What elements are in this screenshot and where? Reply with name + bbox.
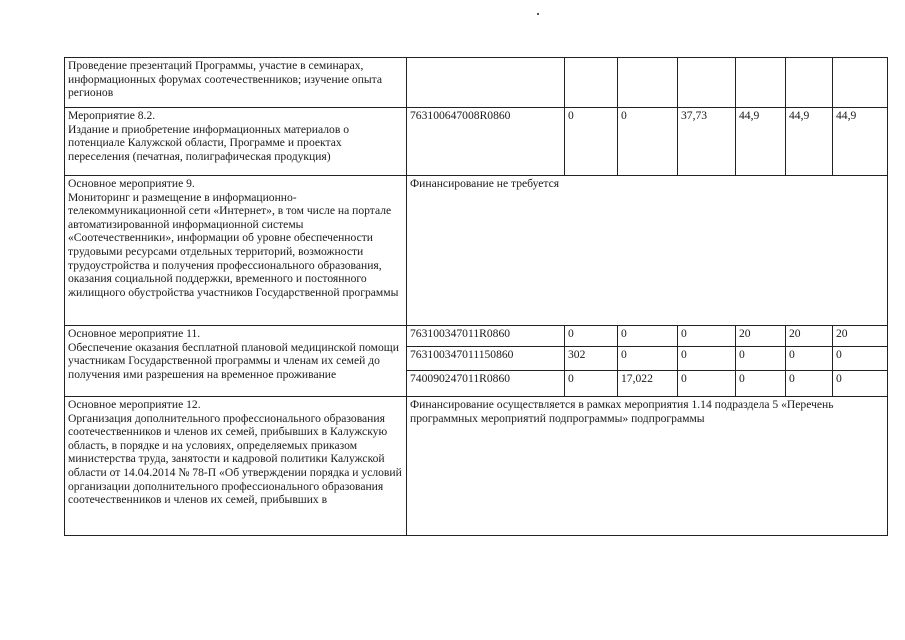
table-row [65, 176, 888, 326]
value-cell: 0 [618, 326, 678, 347]
value-cell [833, 58, 888, 108]
activity-description-cell [65, 58, 407, 108]
value-cell: 0 [786, 371, 833, 397]
value-cell: 37,73 [678, 108, 736, 176]
budget-code: 763100647008R0860 [407, 108, 565, 176]
table-row [65, 326, 888, 347]
activity-description-cell [65, 326, 407, 397]
value-cell: 0 [565, 108, 618, 176]
activity-description: Издание и приобретение информационных материалов о потенциале Калужской области, Программе и проектах переселения (печатная, полиграфическая продукция) [68, 122, 350, 163]
value-cell: 0 [678, 347, 736, 371]
budget-code: 763100347011R0860 [407, 326, 565, 347]
value-cell: 44,9 [833, 108, 888, 176]
activity-title: Основное мероприятие 12. [68, 398, 201, 411]
value-cell: 0 [833, 347, 888, 371]
value-cell: 0 [678, 326, 736, 347]
value-cell [565, 58, 618, 108]
activity-description-cell [65, 397, 407, 536]
value-cell: 0 [565, 371, 618, 397]
scan-speck [537, 13, 539, 15]
activity-description: Обеспечение оказания бесплатной плановой медицинской помощи участникам Государственной программы и членам их семей до получения ими разрешения на временное проживание [68, 340, 399, 381]
financing-note: Финансирование осуществляется в рамках мероприятия 1.14 подраздела 5 «Перечень программных мероприятий подпрограммы» подпрограммы [407, 397, 888, 536]
activity-title: Основное мероприятие 9. [68, 177, 195, 190]
activity-title: Мероприятие 8.2. [68, 109, 156, 122]
value-cell: 0 [786, 347, 833, 371]
budget-code: 740090247011R0860 [407, 371, 565, 397]
value-cell: 0 [833, 371, 888, 397]
activity-description: Мониторинг и размещение в информационно-телекоммуникационной сети «Интернет», в том числе на портале автоматизированной информационной системы «Соотечественники», информации об уровне обеспеченности трудовыми ресурсами отдельных территорий, возможности трудоустройства и получения профессионального образования, оказания социальной поддержки, временного и постоянного жилищного обустройства участников Государственной программы [68, 190, 399, 299]
value-cell: 0 [736, 371, 786, 397]
table-row [65, 108, 888, 176]
value-cell [736, 58, 786, 108]
value-cell: 0 [618, 347, 678, 371]
financing-note: Финансирование не требуется [407, 176, 888, 326]
value-cell: 20 [786, 326, 833, 347]
activity-title: Основное мероприятие 11. [68, 327, 201, 340]
value-cell [678, 58, 736, 108]
value-cell: 0 [565, 326, 618, 347]
activity-description: Организация дополнительного профессионального образования соотечественников и членов их семей, прибывших в Калужскую область, в порядке и на условиях, определяемых приказом министерства труда, занятости и кадровой политики Калужской области от 14.04.2014 № 78-П «Об утверждении порядка и условий организации дополнительного профессионального образования соотечественников и членов их семей, прибывших в [68, 411, 402, 507]
budget-code-cell [407, 58, 565, 108]
value-cell: 0 [618, 108, 678, 176]
value-cell: 44,9 [736, 108, 786, 176]
value-cell: 302 [565, 347, 618, 371]
activity-description: Проведение презентаций Программы, участие в семинарах, информационных форумах соотечественников; изучение опыта регионов [68, 59, 383, 100]
table-row [65, 397, 888, 536]
value-cell: 20 [736, 326, 786, 347]
budget-code: 763100347011150860 [407, 347, 565, 371]
table-row [65, 58, 888, 108]
value-cell [786, 58, 833, 108]
value-cell: 44,9 [786, 108, 833, 176]
value-cell: 20 [833, 326, 888, 347]
value-cell: 0 [678, 371, 736, 397]
value-cell: 0 [736, 347, 786, 371]
value-cell: 17,022 [618, 371, 678, 397]
program-activities-table [64, 57, 888, 536]
activity-description-cell [65, 176, 407, 326]
activity-description-cell [65, 108, 407, 176]
value-cell [618, 58, 678, 108]
